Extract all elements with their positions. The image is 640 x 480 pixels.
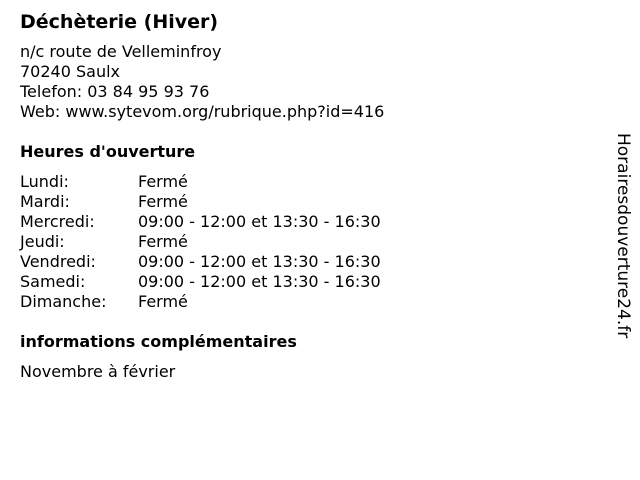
- hours-value: 09:00 - 12:00 et 13:30 - 16:30: [138, 252, 381, 271]
- hours-value: Fermé: [138, 292, 188, 311]
- hours-row-saturday: [20, 272, 590, 292]
- site-watermark: Horairesdouverture24.fr: [613, 133, 633, 339]
- hours-row-tuesday: [20, 192, 590, 212]
- hours-row-monday: [20, 172, 590, 192]
- additional-info-heading: informations complémentaires: [20, 332, 297, 351]
- address-street: n/c route de Velleminfroy: [20, 42, 222, 61]
- hours-value: Fermé: [138, 232, 188, 251]
- phone-number: Telefon: 03 84 95 93 76: [20, 82, 210, 101]
- hours-row-sunday: [20, 292, 590, 312]
- day-label: Vendredi:: [20, 252, 96, 271]
- day-label: Samedi:: [20, 272, 86, 291]
- additional-info-text: Novembre à février: [20, 362, 176, 381]
- day-label: Mardi:: [20, 192, 70, 211]
- hours-value: Fermé: [138, 192, 188, 211]
- hours-row-thursday: [20, 232, 590, 252]
- hours-value: 09:00 - 12:00 et 13:30 - 16:30: [138, 272, 381, 291]
- day-label: Dimanche:: [20, 292, 107, 311]
- store-info-card: [20, 10, 590, 382]
- opening-hours-heading: Heures d'ouverture: [20, 142, 196, 161]
- hours-row-wednesday: [20, 212, 590, 232]
- page-title: Déchèterie (Hiver): [20, 11, 219, 33]
- day-label: Lundi:: [20, 172, 69, 191]
- day-label: Jeudi:: [20, 232, 65, 251]
- hours-value: Fermé: [138, 172, 188, 191]
- website-link: Web: www.sytevom.org/rubrique.php?id=416: [20, 102, 385, 121]
- address-block: [20, 42, 590, 122]
- address-city: 70240 Saulx: [20, 62, 120, 81]
- day-label: Mercredi:: [20, 212, 95, 231]
- hours-row-friday: [20, 252, 590, 272]
- opening-hours-table: [20, 172, 590, 312]
- hours-value: 09:00 - 12:00 et 13:30 - 16:30: [138, 212, 381, 231]
